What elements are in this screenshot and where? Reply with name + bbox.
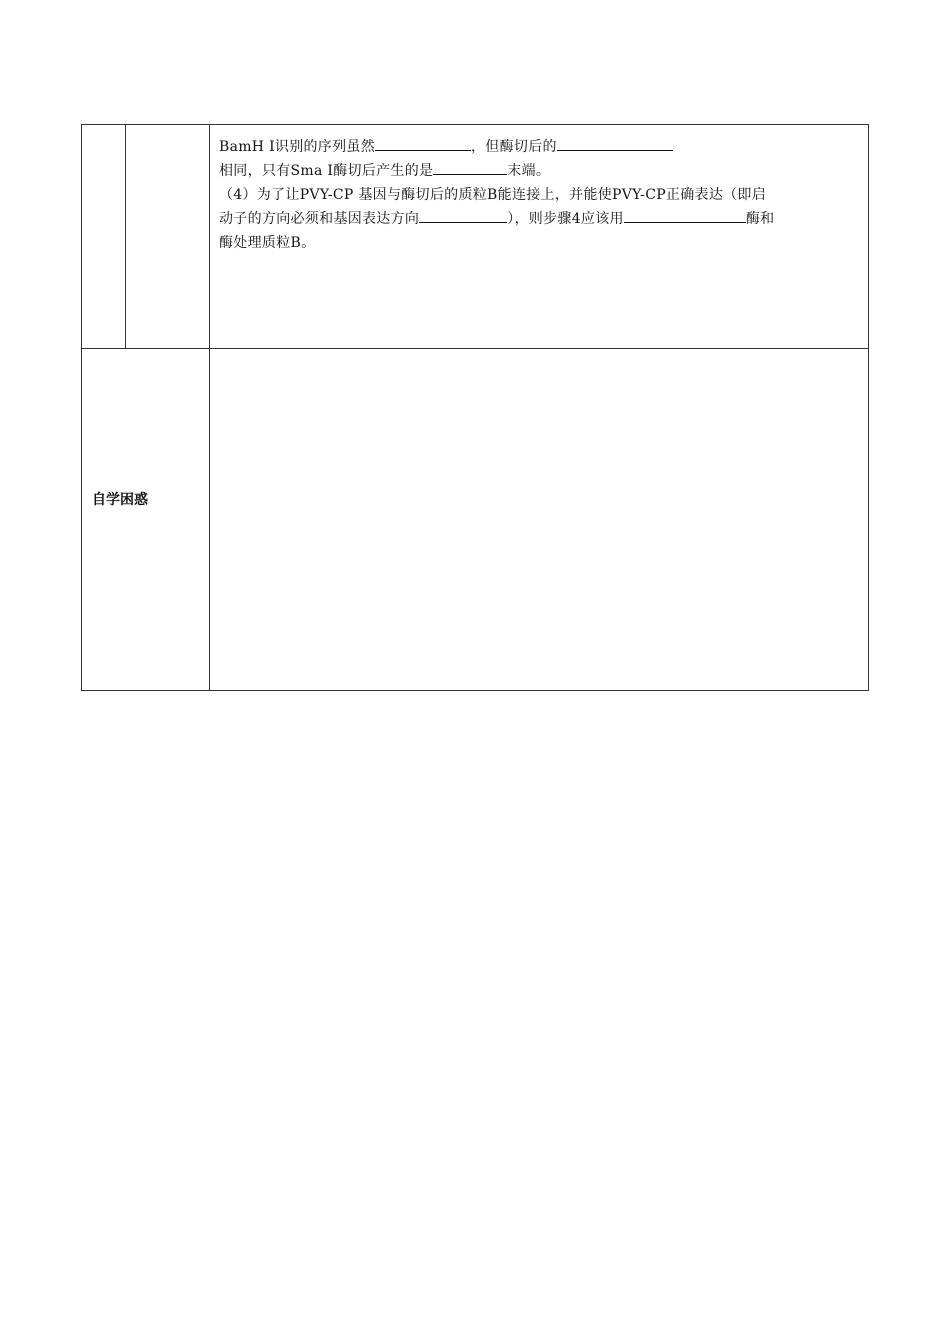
row-divider — [82, 348, 868, 349]
column-divider-main — [209, 125, 210, 690]
answer-blank[interactable] — [433, 159, 507, 175]
question-text: 相同，只有Sma Ⅰ酶切后产生的是 — [219, 163, 434, 179]
question-content — [219, 135, 864, 255]
question-text: BamH Ⅰ识别的序列虽然 — [219, 139, 375, 155]
section-label-self-study-questions: 自学困惑 — [92, 492, 148, 508]
column-divider-narrow — [125, 125, 126, 348]
worksheet-table — [81, 124, 869, 691]
question-line-4 — [219, 207, 864, 231]
question-text: 酶处理质粒B。 — [219, 235, 316, 251]
answer-blank[interactable] — [419, 207, 507, 223]
answer-blank[interactable] — [624, 207, 746, 223]
question-text: ，但酶切后的 — [471, 139, 557, 155]
question-line-3 — [219, 183, 864, 207]
question-text: （4）为了让PVY-CP 基因与酶切后的质粒B能连接上，并能使PVY-CP正确表达（即启 — [219, 187, 767, 203]
question-text: 动子的方向必须和基因表达方向 — [219, 211, 420, 227]
answer-blank[interactable] — [557, 135, 673, 151]
question-text: 酶和 — [745, 211, 775, 227]
question-line-2 — [219, 159, 864, 183]
question-line-5 — [219, 231, 864, 255]
question-line-1 — [219, 135, 864, 159]
question-text: ），则步骤4应该用 — [507, 211, 624, 227]
answer-blank[interactable] — [375, 135, 471, 151]
question-text: 末端。 — [507, 163, 551, 179]
